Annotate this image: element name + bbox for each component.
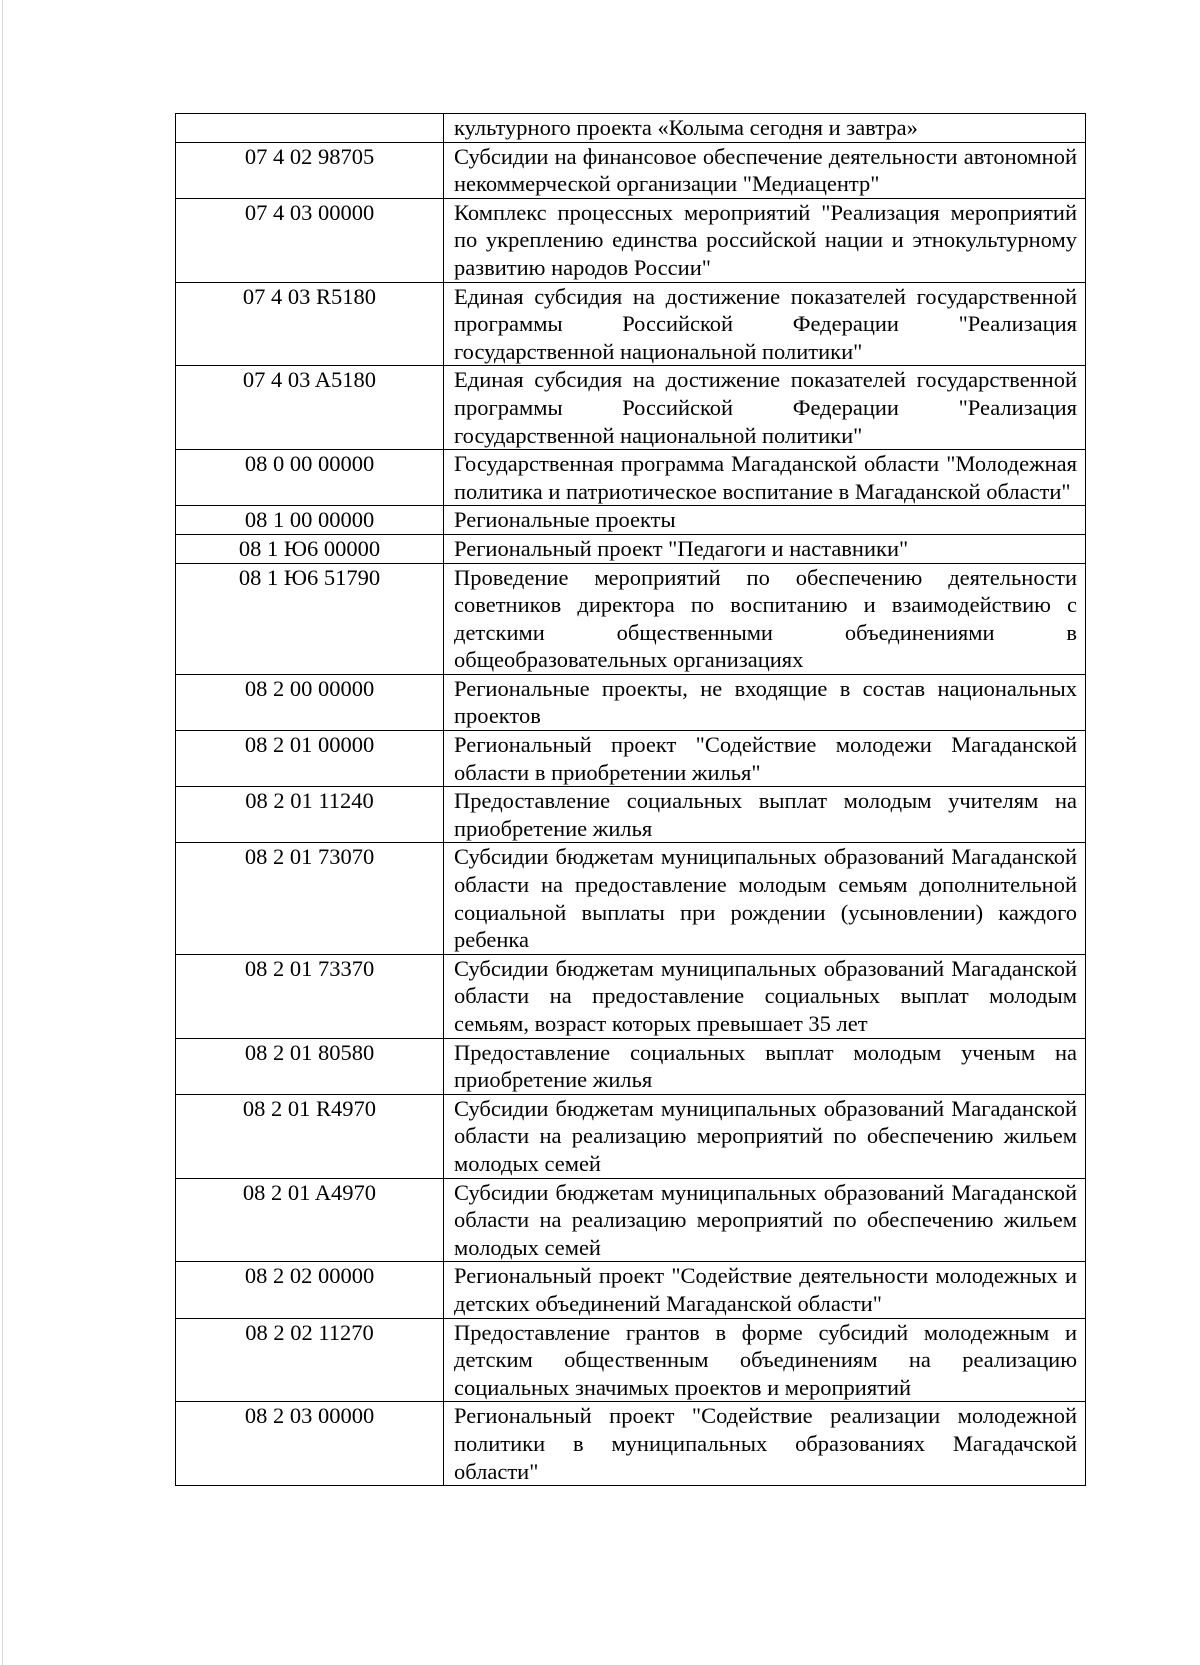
table-row: [176, 563, 1086, 674]
code-cell: 07 4 03 A5180: [176, 366, 444, 450]
table-row: [176, 843, 1086, 954]
description-cell: Региональные проекты: [444, 506, 1086, 535]
description-cell: Региональные проекты, не входящие в состав национальных проектов: [444, 674, 1086, 730]
description-cell: Государственная программа Магаданской области "Молодежная политика и патриотическое воспитание в Магаданской области": [444, 450, 1086, 506]
table-row: [176, 674, 1086, 730]
description-cell: Субсидии бюджетам муниципальных образований Магаданской области на реализацию мероприятий по обеспечению жильем молодых семей: [444, 1094, 1086, 1178]
scan-edge-line: [2, 0, 3, 1665]
description-cell: Проведение мероприятий по обеспечению деятельности советников директора по воспитанию и взаимодействию с детскими общественными объединениями в общеобразовательных организациях: [444, 563, 1086, 674]
description-cell: Предоставление социальных выплат молодым ученым на приобретение жилья: [444, 1038, 1086, 1094]
table-row: [176, 731, 1086, 787]
description-cell: Единая субсидия на достижение показателей государственной программы Российской Федерации "Реализация государственной национальной политики": [444, 366, 1086, 450]
table-row: [176, 787, 1086, 843]
table-row: [176, 1402, 1086, 1486]
table-row: [176, 282, 1086, 366]
code-cell: 07 4 03 R5180: [176, 282, 444, 366]
code-cell: 07 4 02 98705: [176, 142, 444, 198]
code-cell: 08 2 00 00000: [176, 674, 444, 730]
table-row: [176, 450, 1086, 506]
code-cell: 08 1 00 00000: [176, 506, 444, 535]
description-cell: Субсидии бюджетам муниципальных образований Магаданской области на предоставление молодым семьям дополнительной социальной выплаты при рождении (усыновлении) каждого ребенка: [444, 843, 1086, 954]
description-cell: Субсидии бюджетам муниципальных образований Магаданской области на предоставление социальных выплат молодым семьям, возраст которых превышает 35 лет: [444, 954, 1086, 1038]
code-cell: 08 1 Ю6 00000: [176, 534, 444, 563]
code-cell: 08 2 01 11240: [176, 787, 444, 843]
table-row: [176, 114, 1086, 143]
classification-table: [175, 113, 1086, 1486]
table-row: [176, 366, 1086, 450]
code-cell: 08 2 01 00000: [176, 731, 444, 787]
description-cell: Субсидии на финансовое обеспечение деятельности автономной некоммерческой организации "Медиацентр": [444, 142, 1086, 198]
code-cell: 08 0 00 00000: [176, 450, 444, 506]
code-cell: 08 2 01 80580: [176, 1038, 444, 1094]
code-cell: 08 2 02 11270: [176, 1318, 444, 1402]
code-cell: 08 2 01 73070: [176, 843, 444, 954]
code-cell: 08 1 Ю6 51790: [176, 563, 444, 674]
code-cell: 08 2 03 00000: [176, 1402, 444, 1486]
description-cell: Предоставление грантов в форме субсидий молодежным и детским общественным объединениям на реализацию социальных значимых проектов и мероприятий: [444, 1318, 1086, 1402]
table-row: [176, 1094, 1086, 1178]
table-row: [176, 534, 1086, 563]
table-row: [176, 506, 1086, 535]
code-cell: 08 2 02 00000: [176, 1262, 444, 1318]
table-row: [176, 198, 1086, 282]
table-row: [176, 142, 1086, 198]
description-cell: Региональный проект "Содействие молодежи Магаданской области в приобретении жилья": [444, 731, 1086, 787]
description-cell: Региональный проект "Содействие реализации молодежной политики в муниципальных образованиях Магадачской области": [444, 1402, 1086, 1486]
description-cell: Предоставление социальных выплат молодым учителям на приобретение жилья: [444, 787, 1086, 843]
table-row: [176, 1318, 1086, 1402]
code-cell: 08 2 01 73370: [176, 954, 444, 1038]
table-row: [176, 1038, 1086, 1094]
description-cell: Региональный проект "Педагоги и наставники": [444, 534, 1086, 563]
table-row: [176, 1262, 1086, 1318]
code-cell: 08 2 01 A4970: [176, 1178, 444, 1262]
code-cell: 08 2 01 R4970: [176, 1094, 444, 1178]
description-cell: Региональный проект "Содействие деятельности молодежных и детских объединений Магаданской области": [444, 1262, 1086, 1318]
code-cell: 07 4 03 00000: [176, 198, 444, 282]
table-row: [176, 954, 1086, 1038]
description-cell: культурного проекта «Колыма сегодня и завтра»: [444, 114, 1086, 143]
description-cell: Единая субсидия на достижение показателей государственной программы Российской Федерации "Реализация государственной национальной политики": [444, 282, 1086, 366]
description-cell: Комплекс процессных мероприятий "Реализация мероприятий по укреплению единства российской нации и этнокультурному развитию народов России": [444, 198, 1086, 282]
table-row: [176, 1178, 1086, 1262]
code-cell: [176, 114, 444, 143]
description-cell: Субсидии бюджетам муниципальных образований Магаданской области на реализацию мероприятий по обеспечению жильем молодых семей: [444, 1178, 1086, 1262]
